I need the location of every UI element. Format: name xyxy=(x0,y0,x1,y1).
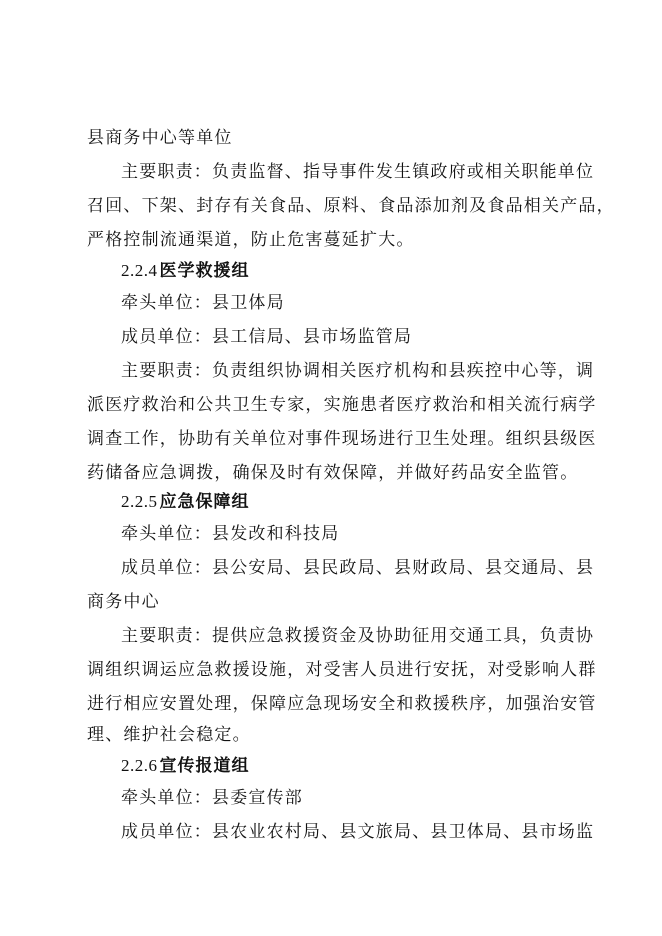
section-heading xyxy=(121,485,250,519)
lead-unit-line: 牵头单位：县委宣传部 xyxy=(121,788,303,808)
member-unit-line: 成员单位：县农业农村局、县文旅局、县卫体局、县市场监 xyxy=(121,822,595,842)
paragraph-line: 主要职责：负责组织协调相关医疗机构和县疾控中心等，调 xyxy=(121,361,595,381)
paragraph-line: 调查工作，协助有关单位对事件现场进行卫生处理。组织县级医 xyxy=(87,429,597,449)
paragraph-line: 派医疗救治和公共卫生专家，实施患者医疗救治和相关流行病学 xyxy=(87,395,597,415)
paragraph-line: 进行相应安置处理，保障应急现场安全和救援秩序，加强治安管 xyxy=(87,694,597,714)
section-number: 2.2.5 xyxy=(121,492,158,511)
paragraph-line: 药储备应急调拨，确保及时有效保障，并做好药品安全监管。 xyxy=(87,463,579,483)
paragraph-line: 理、维护社会稳定。 xyxy=(87,725,251,745)
lead-unit-line: 牵头单位：县发改和科技局 xyxy=(121,524,340,544)
paragraph-line: 召回、下架、封存有关食品、原料、食品添加剂及食品相关产品， xyxy=(87,196,615,216)
section-heading xyxy=(121,749,250,783)
section-title: 医学救援组 xyxy=(159,261,250,281)
section-title: 应急保障组 xyxy=(159,492,250,512)
member-unit-line: 成员单位：县工信局、县市场监管局 xyxy=(121,327,413,347)
paragraph-line: 主要职责：负责监督、指导事件发生镇政府或相关职能单位 xyxy=(121,162,595,182)
paragraph-line: 县商务中心等单位 xyxy=(87,128,233,148)
section-number: 2.2.6 xyxy=(121,756,158,775)
paragraph-line: 商务中心 xyxy=(87,592,160,612)
section-heading xyxy=(121,254,250,288)
member-unit-line: 成员单位：县公安局、县民政局、县财政局、县交通局、县 xyxy=(121,558,595,578)
section-title: 宣传报道组 xyxy=(159,756,250,776)
paragraph-line: 严格控制流通渠道，防止危害蔓延扩大。 xyxy=(87,230,415,250)
lead-unit-line: 牵头单位：县卫体局 xyxy=(121,293,285,313)
paragraph-line: 主要职责：提供应急救援资金及协助征用交通工具，负责协 xyxy=(121,626,595,646)
paragraph-line: 调组织调运应急救援设施，对受害人员进行安抚，对受影响人群 xyxy=(87,660,597,680)
section-number: 2.2.4 xyxy=(121,261,158,280)
